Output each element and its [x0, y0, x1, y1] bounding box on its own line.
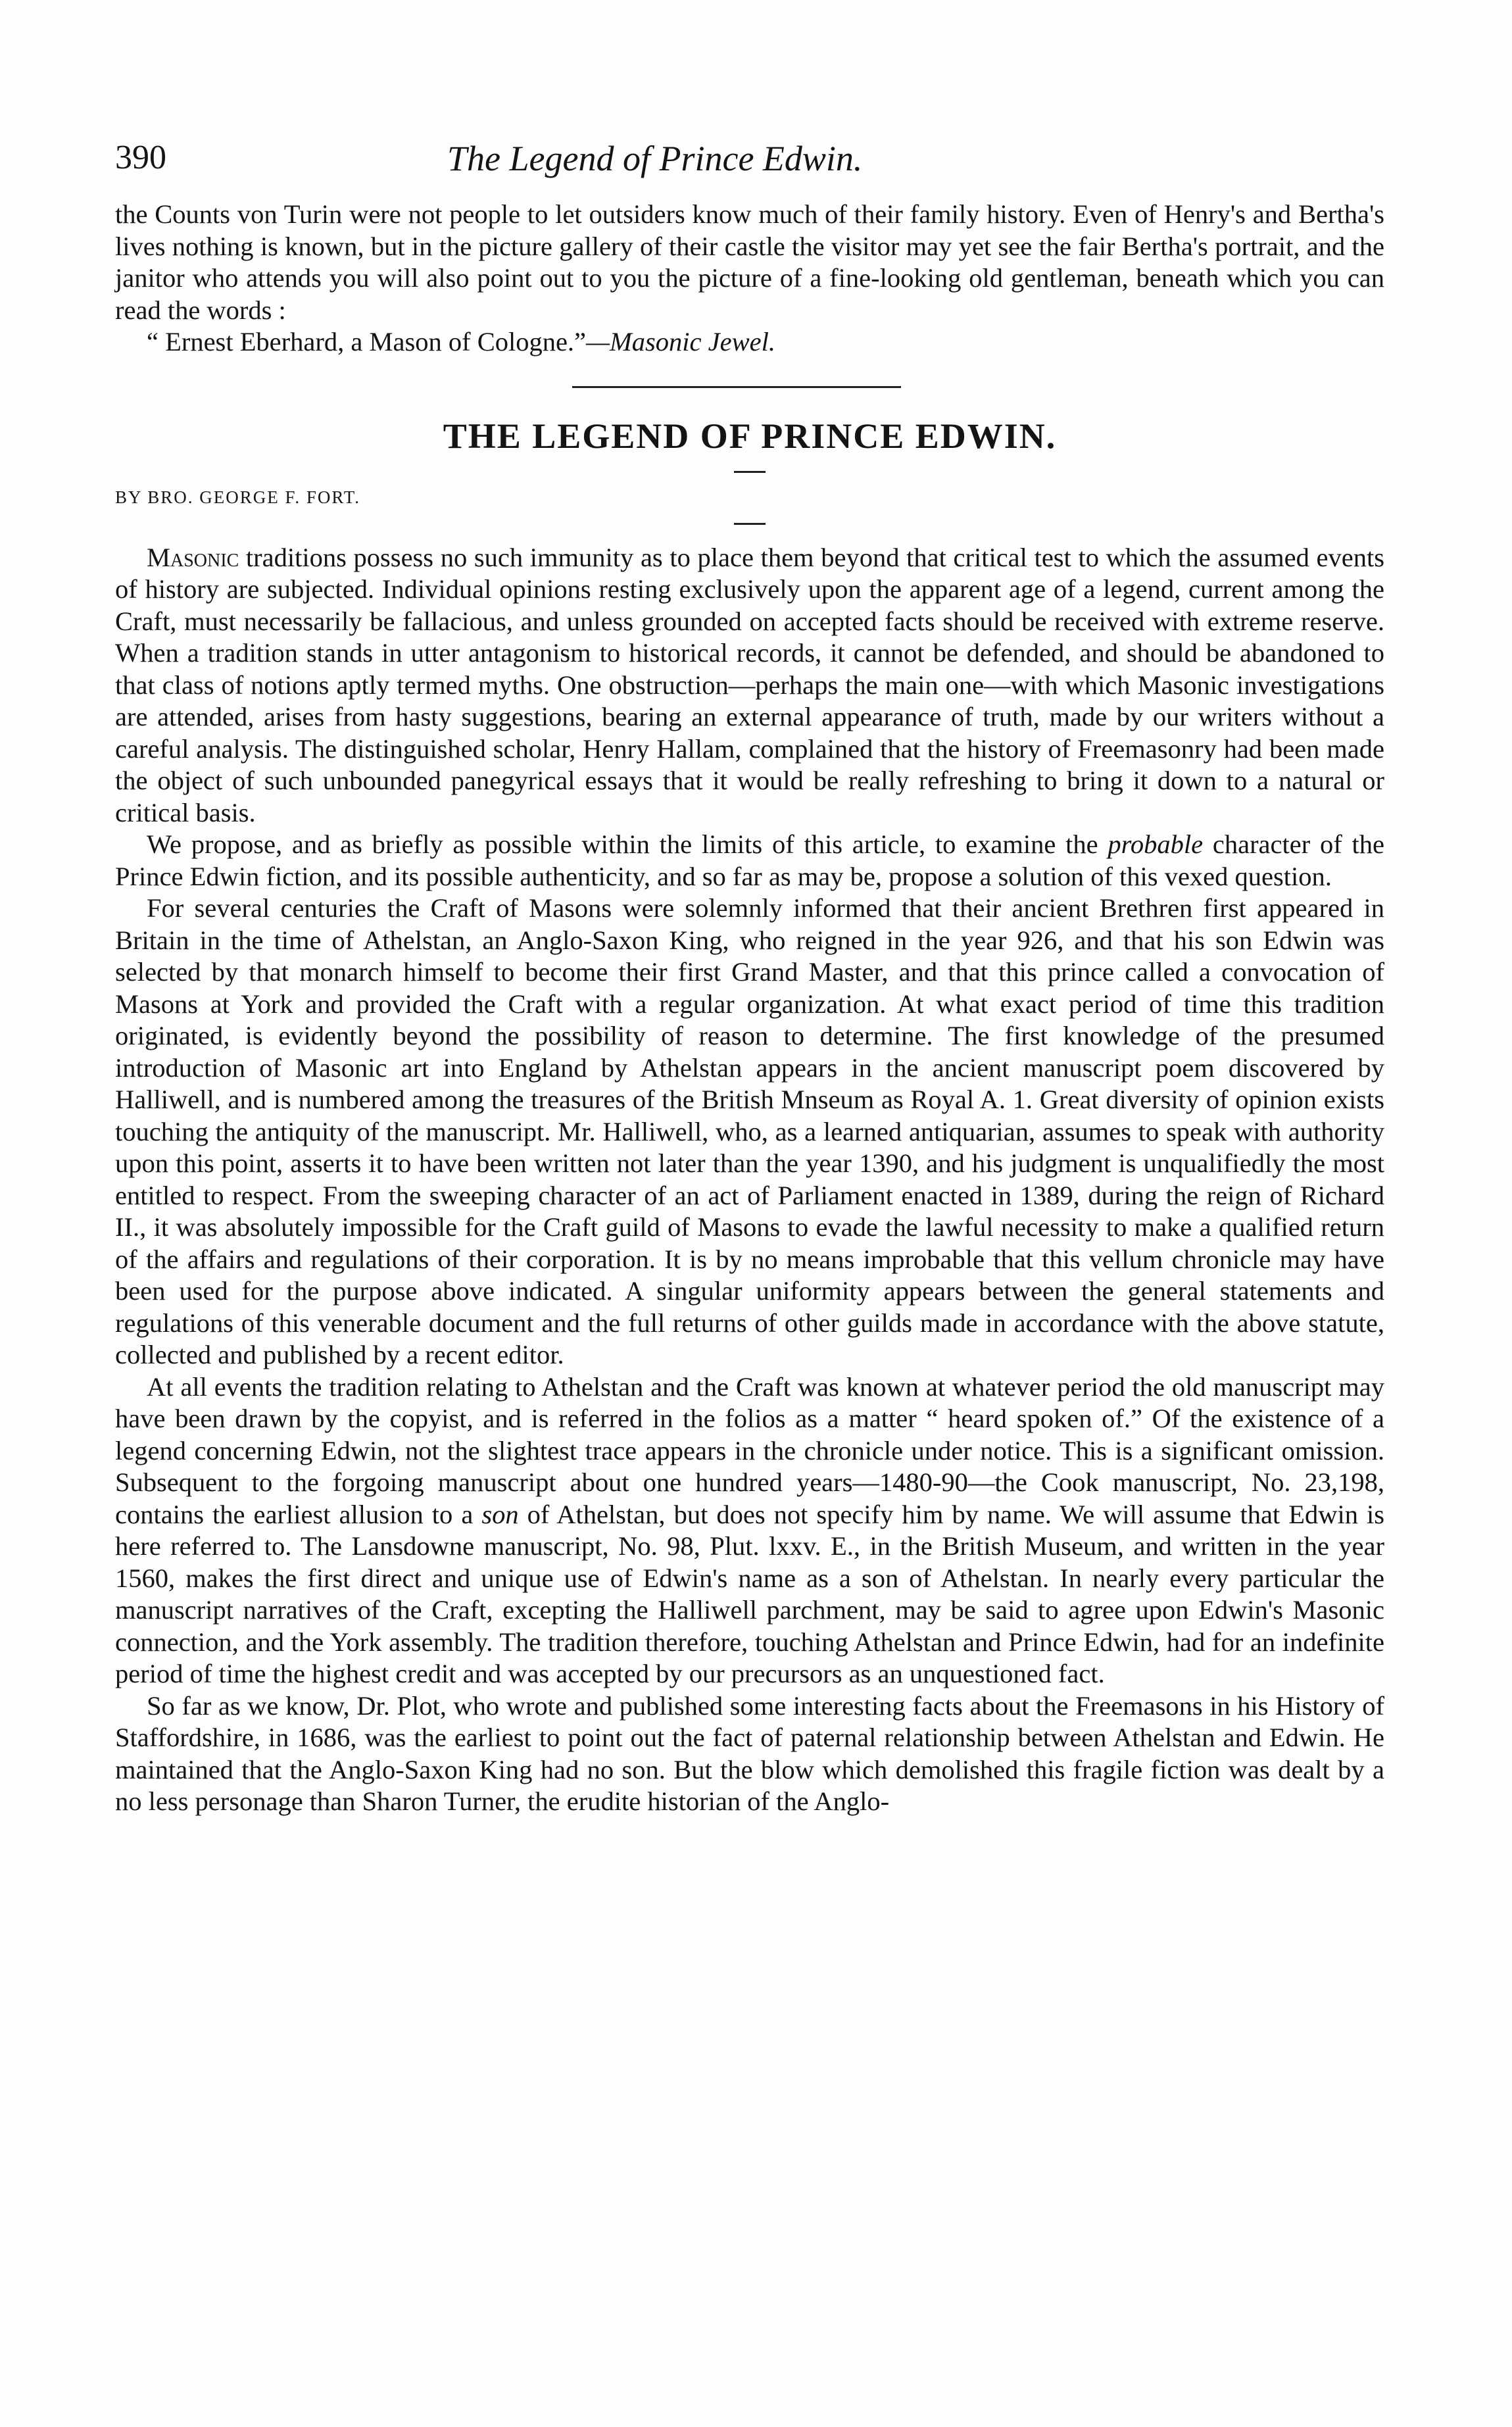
page: [115, 138, 1384, 1818]
article-paragraph-3: For several centuries the Craft of Masons were solemnly informed that their ancient Brethren first appeared in Britain in the time of Athelstan, an Anglo-Saxon King, who reigned in the year 926, and that his son Edwin was selected by that monarch himself to become their first Grand Master, and that this prince called a convocation of Masons at York and provided the Craft with a regular organization. At what exact period of time this tradition originated, is evidently beyond the possibility of reason to determine. The first knowledge of the presumed introduction of Masonic art into England by Athelstan appears in the ancient manuscript poem discovered by Halliwell, and is numbered among the treasures of the British Mnseum as Royal A. 1. Great diversity of opinion exists touching the antiquity of the manuscript. Mr. Halliwell, who, as a learned antiquarian, assumes to speak with authority upon this point, asserts it to have been written not later than the year 1390, and his judgment is unqualifiedly the most entitled to respect. From the sweeping character of an act of Parliament enacted in 1389, during the reign of Richard II., it was absolutely impossible for the Craft guild of Masons to evade the lawful necessity to make a qualified return of the affairs and regulations of their corporation. It is by no means improbable that this vellum chronicle may have been used for the purpose above indicated. A singular uniformity appears between the general statements and regulations of this venerable document and the full returns of other guilds made in accordance with the above statute, collected and published by a recent editor.: [115, 893, 1384, 1369]
article-title: THE LEGEND OF PRINCE EDWIN.: [443, 416, 1057, 456]
intro-quote-source: —Masonic Jewel.: [586, 327, 775, 356]
page-number: 390: [115, 139, 166, 176]
article-paragraph-2: [115, 829, 1384, 893]
intro-quote: “ Ernest Eberhard, a Mason of Cologne.”: [147, 327, 587, 356]
running-head: [115, 138, 1384, 191]
paragraph-4-text-a: At all events the tradition relating to Athelstan and the Craft was known at whatever period the old manuscript may have been drawn by the copyist, and is referred in the folios as a matter “ heard spoken of.” Of the existence of a legend concerning Edwin, not the slightest trace appears in the chronicle under notice. This is a significant omission. Subsequent to the forgoing manuscript about one hundred years—1480-90—the Cook manuscript, No. 23,198, contains the earliest allusion to a: [115, 1371, 1384, 1529]
paragraph-1-text: traditions possess no such immunity as to place them beyond that critical test to which the assumed events of history are subjected. Individual opinions resting exclusively upon the apparent age of a legend, current among the Craft, must necessarily be fallacious, and unless grounded on accepted facts should be received with extreme reserve. When a tradition stands in utter antagonism to historical records, it cannot be defended, and should be abandoned to that class of notions aptly termed myths. One obstruction—perhaps the main one—with which Masonic investigations are attended, arises from hasty suggestions, bearing an external appearance of truth, made by our writers without a careful analysis. The distinguished scholar, Henry Hallam, complained that the history of Freemasonry had been made the object of such unbounded panegyrical essays that it would be really refreshing to bring it down to a natural or critical basis.: [115, 542, 1384, 827]
article-paragraph-1: [115, 542, 1384, 829]
article-paragraph-5: So far as we know, Dr. Plot, who wrote and published some interesting facts about the Freemasons in his History of Staffordshire, in 1686, was the earliest to point out the fact of paternal relationship between Athelstan and Edwin. He maintained that the Anglo-Saxon King had no son. But the blow which demolished this fragile fiction was dealt by a no less personage than Sharon Turner, the erudite historian of the Anglo-: [115, 1690, 1384, 1816]
title-rule: [734, 471, 766, 473]
section-divider: [572, 386, 901, 388]
article-paragraph-4: [115, 1371, 1384, 1690]
article-byline: BY BRO. GEORGE F. FORT.: [115, 487, 361, 507]
opening-word: Masonic: [147, 542, 239, 572]
byline-rule: [734, 523, 766, 525]
running-title: The Legend of Prince Edwin.: [447, 139, 863, 178]
paragraph-4-italic: son: [481, 1499, 519, 1529]
intro-quote-line: [115, 326, 1384, 358]
intro-paragraph: the Counts von Turin were not people to let outsiders know much of their family history. Even of Henry's and Bertha's lives nothing is known, but in the picture gallery of their castle the visitor may yet see the fair Bertha's portrait, and the janitor who attends you will also point out to you the picture of a fine-looking old gentleman, beneath which you can read the words :: [115, 199, 1384, 325]
paragraph-4-text-b: of Athelstan, but does not specify him by name. We will assume that Edwin is here referred to. The Lansdowne manuscript, No. 98, Plut. lxxv. E., in the British Museum, and written in the year 1560, makes the first direct and unique use of Edwin's name as a son of Athelstan. In nearly every particular the manuscript narratives of the Craft, excepting the Halliwell parchment, may be said to agree upon Edwin's Masonic connection, and the York assembly. The tradition therefore, touching Athelstan and Prince Edwin, had for an indefinite period of time the highest credit and was accepted by our precursors as an unquestioned fact.: [115, 1499, 1384, 1688]
paragraph-2-italic: probable: [1108, 829, 1204, 859]
paragraph-2-text-a: We propose, and as briefly as possible within the limits of this article, to examine the: [147, 829, 1108, 859]
paragraph-2-text-b: character of the Prince Edwin fiction, and its possible authenticity, and so far as may be, propose a solution of this vexed question.: [115, 829, 1384, 891]
